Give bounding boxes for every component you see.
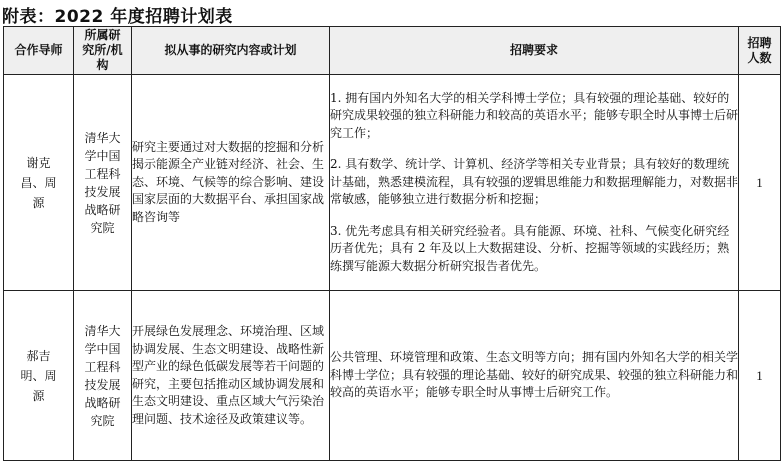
page-title: 附表：2022 年度招聘计划表: [2, 7, 233, 27]
header-count: 招聘人数: [739, 27, 781, 75]
requirement-item: 2. 具有数学、统计学、计算机、经济学等相关专业背景；具有较好的数理统计基础，熟悉建模流程，具有较强的逻辑思维能力和数据理解能力，对数据非常敏感，能够独立进行数据分析和挖掘；: [330, 157, 739, 207]
research-content-text: 研究主要通过对大数据的挖掘和分析揭示能源全产业链对经济、社会、生态、环境、气候等的综合影响、建设国家层面的大数据平台、承担国家战略咨询等: [132, 139, 325, 224]
header-content: 拟从事的研究内容或计划: [132, 27, 330, 75]
requirement-item: 1. 拥有国内外知名大学的相关学科博士学位；具有较强的理论基础、较好的研究成果较强的独立科研能力和较高的英语水平；能够专职全时从事博士后研究工作；: [330, 90, 739, 140]
mentor-name: 谢克昌、周源: [20, 155, 57, 210]
header-mentor: 合作导师: [4, 27, 74, 75]
recruit-count: 1: [756, 174, 763, 190]
requirement-item: 3. 优先考虑具有相关研究经验者。具有能源、环境、社科、气候变化研究经历者优先；具有 2 年及以上大数据建设、分析、挖掘等领域的实践经历；熟练撰写能源大数据分析研究报告者优先。: [330, 223, 730, 273]
mentor-name: 郝吉明、周源: [20, 348, 57, 403]
institute-cell: [74, 291, 132, 461]
count-cell: [739, 75, 781, 291]
table-row: [4, 75, 781, 291]
research-content-cell: [132, 75, 330, 291]
header-institute: 所属研究所/机构: [74, 27, 132, 75]
mentor-cell: [4, 291, 74, 461]
requirements-cell: [330, 75, 739, 291]
table-header-row: [4, 27, 781, 75]
institute-name: 清华大学中国工程科技发展战略研究院: [84, 323, 121, 428]
research-content-cell: [132, 291, 330, 461]
requirement-item: 公共管理、环境管理和政策、生态文明等方向；拥有国内外知名大学的相关学科博士学位；具有较强的理论基础、较好的研究成果、较强的独立科研能力和较高的英语水平；能够专职全时从事博士后研究工作。: [330, 350, 739, 400]
count-cell: [739, 291, 781, 461]
table-row: [4, 291, 781, 461]
requirements-cell: [330, 291, 739, 461]
institute-name: 清华大学中国工程科技发展战略研究院: [84, 130, 121, 235]
institute-cell: [74, 75, 132, 291]
recruitment-plan-table: [3, 26, 781, 461]
research-content-text: 开展绿色发展理念、环境治理、区域协调发展、生态文明建设、战略性新型产业的绿色低碳发展等若干问题的研究，主要包括推动区域协调发展和生态文明建设、重点区域大气污染治理问题、技术途径及政策建议等。: [132, 324, 325, 426]
recruit-count: 1: [756, 367, 763, 383]
header-requirements: 招聘要求: [330, 27, 739, 75]
mentor-cell: [4, 75, 74, 291]
